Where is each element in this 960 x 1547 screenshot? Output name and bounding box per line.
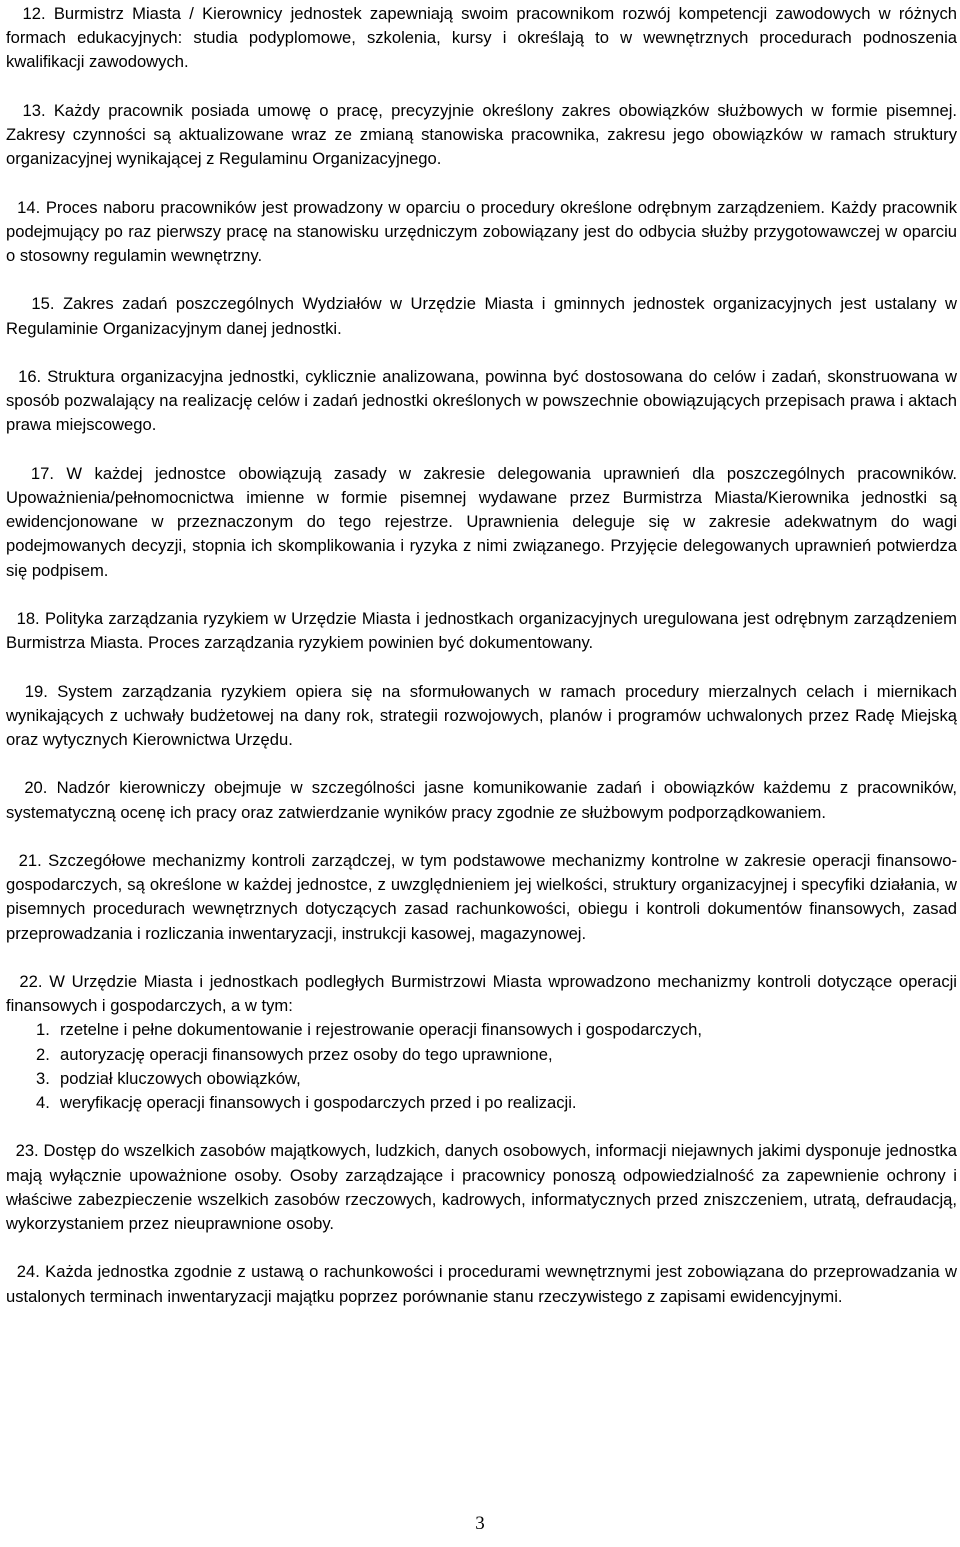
list-item xyxy=(6,1043,957,1067)
paragraph-number: 16. xyxy=(6,366,42,386)
paragraph-20 xyxy=(6,776,957,824)
control-mechanisms-list xyxy=(6,1018,957,1115)
list-item-number: 4. xyxy=(36,1092,50,1112)
list-item-text: podział kluczowych obowiązków, xyxy=(60,1068,301,1088)
paragraph-text: Polityka zarządzania ryzykiem w Urzędzie Miasta i jednostkach organizacyjnych uregulowana jest odrębnym zarządzeniem Burmistrza Miasta. Proces zarządzania ryzykiem powinien być dokumentowany. xyxy=(6,608,957,653)
paragraph-13 xyxy=(6,99,957,172)
list-item-text: rzetelne i pełne dokumentowanie i rejestrowanie operacji finansowych i gospodarczych, xyxy=(60,1020,702,1040)
paragraph-number: 22. xyxy=(6,971,43,991)
paragraph-text: Szczegółowe mechanizmy kontroli zarządczej, w tym podstawowe mechanizmy kontrolne w zakresie operacji finansowo-gospodarczych, są określone w każdej jednostce, z uwzględnieniem jej wielkości, struktury organizacyjnej i specyfiki działania, w pisemnych procedurach wewnętrznych dotyczących zasad rachunkowości, obiegu i kontroli dokumentów finansowych, zasad przeprowadzania i rozliczania inwentaryzacji, instrukcji kasowej, magazynowej. xyxy=(6,850,957,943)
paragraph-number: 24. xyxy=(6,1262,40,1282)
paragraph-text: Burmistrz Miasta / Kierownicy jednostek zapewniają swoim pracownikom rozwój kompetencji zawodowych w różnych formach edukacyjnych: studia podyplomowe, szkolenia, kursy i określają to w wewnętrznych procedurach podnoszenia kwalifikacji zawodowych. xyxy=(6,4,958,72)
paragraph-18 xyxy=(6,607,957,655)
paragraph-number: 14. xyxy=(6,197,41,217)
paragraph-text: Struktura organizacyjna jednostki, cyklicznie analizowana, powinna być dostosowana do celów i zadań, skonstruowana w sposób pozwalający na realizację celów i zadań jednostki określonych w powszechnie obowiązujących przepisach prawa i aktach prawa miejscowego. xyxy=(6,366,957,435)
list-item xyxy=(6,1018,957,1042)
paragraph-number: 21. xyxy=(6,850,42,870)
list-item xyxy=(6,1067,957,1091)
paragraph-23 xyxy=(6,1139,957,1236)
paragraph-12 xyxy=(6,2,957,75)
paragraph-15 xyxy=(6,292,957,340)
page-number: 3 xyxy=(475,1513,485,1534)
list-item-text: weryfikację operacji finansowych i gospodarczych przed i po realizacji. xyxy=(60,1092,577,1112)
paragraph-16 xyxy=(6,365,957,438)
paragraph-text: Każdy pracownik posiada umowę o pracę, precyzyjnie określony zakres obowiązków służbowych w formie pisemnej. Zakresy czynności są aktualizowane wraz ze zmianą stanowiska pracownika, zakresu jego obowiązków w ramach struktury organizacyjnej wynikającej z Regulaminu Organizacyjnego. xyxy=(6,100,957,169)
document-page xyxy=(6,2,957,1309)
paragraph-number: 12. xyxy=(6,4,46,23)
paragraph-text: Dostęp do wszelkich zasobów majątkowych, ludzkich, danych osobowych, informacji niejawnych jakimi dysponuje jednostka mają wyłącznie upoważnione osoby. Osoby zarządzające i pracownicy ponoszą odpowiedzialność za zapewnienie ochrony i właściwe zabezpieczenie wszelkich zasobów rzeczowych, kadrowych, informatycznych przed zniszczeniem, utratą, defraudacją, wykorzystaniem przez nieuprawnione osoby. xyxy=(6,1141,957,1233)
paragraph-number: 18. xyxy=(6,608,40,628)
paragraph-22 xyxy=(6,970,957,1018)
list-item-number: 1. xyxy=(36,1020,50,1040)
paragraph-text: Każda jednostka zgodnie z ustawą o rachunkowości i procedurami wewnętrznymi jest zobowiązana do przeprowadzania w ustalonych terminach inwentaryzacji majątku poprzez porównanie stanu rzeczywistego z zapisami ewidencyjnymi. xyxy=(6,1262,957,1306)
paragraph-number: 20. xyxy=(6,778,48,798)
paragraph-24 xyxy=(6,1260,957,1308)
paragraph-14 xyxy=(6,196,957,269)
paragraph-number: 17. xyxy=(6,463,54,483)
paragraph-text: W każdej jednostce obowiązują zasady w zakresie delegowania uprawnień dla poszczególnych pracowników. Upoważnienia/pełnomocnictwa imienne w formie pisemnej wydawane przez Burmistrza Miasta/Kierownika jednostki są ewidencjonowane w przeznaczonym do tego rejestrze. Uprawnienia deleguje się w zakresie adekwatnym do wagi podejmowanych decyzji, stopnia ich skomplikowania i ryzyka z nimi związanego. Przyjęcie delegowanych uprawnień potwierdza się podpisem. xyxy=(6,463,958,580)
paragraph-text: W Urzędzie Miasta i jednostkach podległych Burmistrzowi Miasta wprowadzono mechanizmy kontroli dotyczące operacji finansowych i gospodarczych, a w tym: xyxy=(6,971,957,1016)
paragraph-number: 19. xyxy=(6,681,48,701)
paragraph-text: Proces naboru pracowników jest prowadzony w oparciu o procedury określone odrębnym zarządzeniem. Każdy pracownik podejmujący po raz pierwszy pracę na stanowisku urzędniczym zobowiązany jest do odbycia służby przygotowawczej w oparciu o stosowny regulamin wewnętrzny. xyxy=(6,197,957,265)
paragraph-21 xyxy=(6,849,957,946)
list-item-number: 2. xyxy=(36,1044,50,1064)
paragraph-17 xyxy=(6,462,957,583)
list-item-text: autoryzację operacji finansowych przez osoby do tego uprawnione, xyxy=(60,1044,553,1064)
paragraph-text: Zakres zadań poszczególnych Wydziałów w Urzędzie Miasta i gminnych jednostek organizacyjnych jest ustalany w Regulaminie Organizacyjnym danej jednostki. xyxy=(6,294,957,338)
list-item-number: 3. xyxy=(36,1068,50,1088)
paragraph-text: System zarządzania ryzykiem opiera się na sformułowanych w ramach procedury mierzalnych celach i miernikach wynikających z uchwały budżetowej na dany rok, strategii rozwojowych, planów i programów uchwalonych przez Radę Miejską oraz wytycznych Kierownictwa Urzędu. xyxy=(6,681,958,749)
paragraph-19 xyxy=(6,680,957,753)
paragraph-number: 23. xyxy=(6,1141,39,1161)
paragraph-number: 15. xyxy=(6,294,55,314)
paragraph-number: 13. xyxy=(6,100,46,120)
list-item xyxy=(6,1091,957,1115)
paragraph-text: Nadzór kierowniczy obejmuje w szczególności jasne komunikowanie zadań i obowiązków każdemu z pracowników, systematyczną ocenę ich pracy oraz zatwierdzanie wyników pracy zgodnie ze służbowym podporządkowaniem. xyxy=(6,778,957,822)
